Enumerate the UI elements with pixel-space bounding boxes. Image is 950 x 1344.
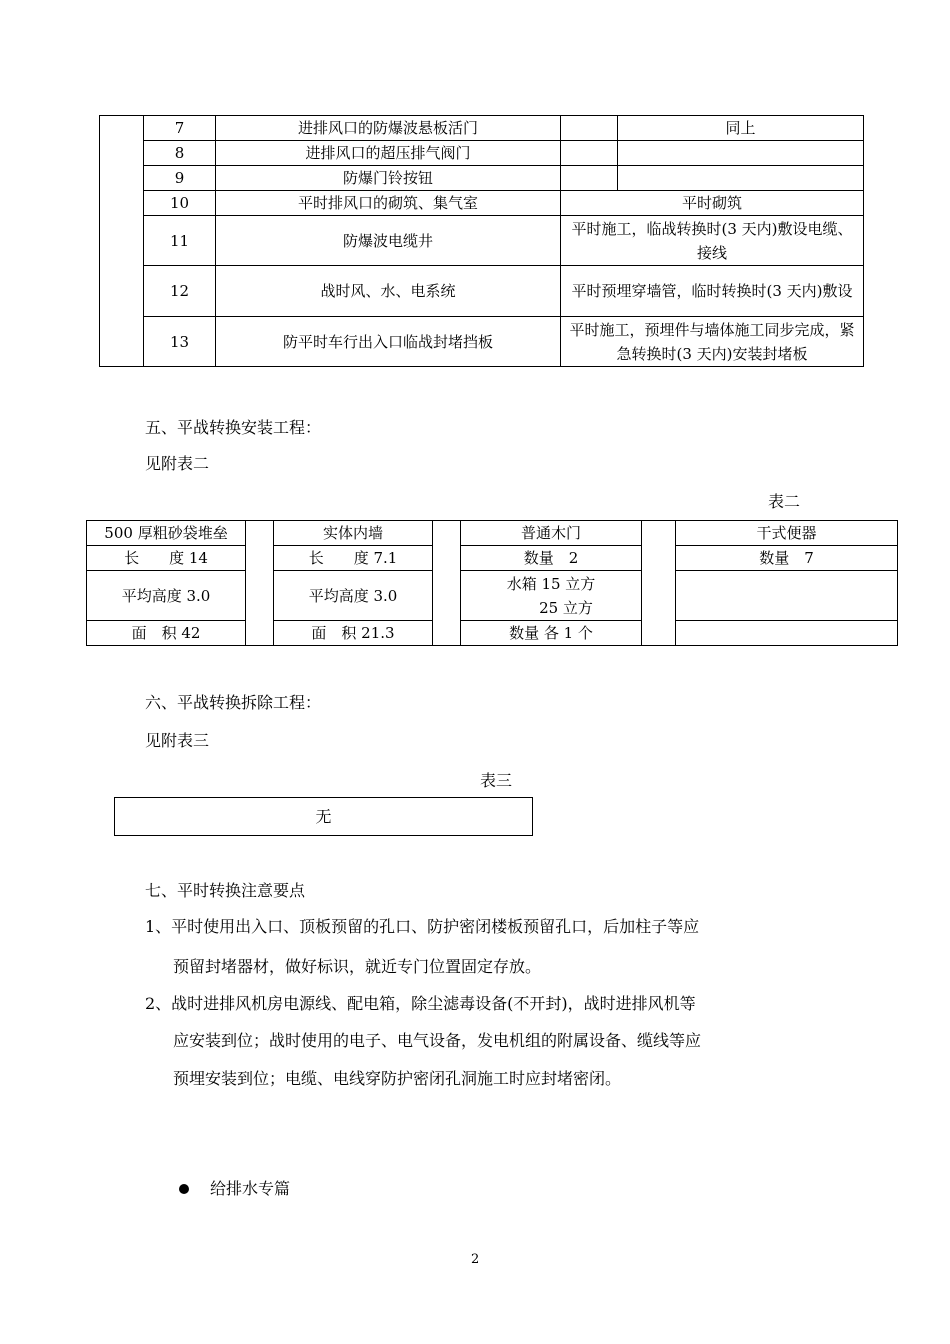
table-3-value: 无 <box>315 807 332 826</box>
note-cell <box>618 166 864 191</box>
blank-cell <box>561 141 618 166</box>
table-row <box>100 141 864 166</box>
value-cell <box>676 621 898 646</box>
section-5-reference: 见附表二 <box>145 454 210 473</box>
table-conversion-items <box>99 115 864 367</box>
table-row <box>100 191 864 216</box>
blank-cell <box>561 116 618 141</box>
bullet-icon <box>179 1184 189 1194</box>
section-7-item-2-line-1: 2、战时进排风机房电源线、配电箱，除尘滤毒设备(不开封)，战时进排风机等 <box>145 994 696 1013</box>
section-7-item-2-line-3: 预埋安装到位；电缆、电线穿防护密闭孔洞施工时应封堵密闭。 <box>173 1069 622 1088</box>
value-cell: 面 积 21.3 <box>274 621 433 646</box>
table-3-caption: 表三 <box>480 771 513 790</box>
table-row <box>100 216 864 266</box>
table-2-caption: 表二 <box>768 492 801 511</box>
row-number: 8 <box>144 141 216 166</box>
table-row <box>87 521 898 546</box>
item-name: 战时风、水、电系统 <box>216 266 561 317</box>
section-7-item-1-line-2: 预留封堵器材，做好标识，就近专门位置固定存放。 <box>173 957 542 976</box>
table-row <box>87 571 898 621</box>
section-6-reference: 见附表三 <box>145 731 210 750</box>
item-name: 进排风口的防爆波悬板活门 <box>216 116 561 141</box>
value-cell: 水箱 15 立方 25 立方 <box>461 571 642 621</box>
table-row <box>100 317 864 367</box>
section-7-heading: 七、平时转换注意要点 <box>145 881 306 900</box>
category-cell <box>100 116 144 367</box>
row-number: 11 <box>144 216 216 266</box>
row-number: 7 <box>144 116 216 141</box>
note-cell: 平时施工，预埋件与墙体施工同步完成，紧急转换时(3 天内)安装封堵板 <box>561 317 864 367</box>
section-5-heading: 五、平战转换安装工程： <box>145 418 322 437</box>
value-cell: 长 度 14 <box>87 546 246 571</box>
table-row <box>87 621 898 646</box>
table-row <box>100 166 864 191</box>
table-removal <box>114 797 533 836</box>
note-cell: 平时砌筑 <box>561 191 864 216</box>
value-cell <box>676 571 898 621</box>
table-row <box>87 546 898 571</box>
spacer-cell <box>642 521 676 646</box>
value-cell: 平均高度 3.0 <box>274 571 433 621</box>
section-7-item-2-line-2: 应安装到位；战时使用的电子、电气设备，发电机组的附属设备、缆线等应 <box>173 1031 702 1050</box>
header-cell: 干式便器 <box>676 521 898 546</box>
item-name: 防爆波电缆井 <box>216 216 561 266</box>
table-row <box>100 266 864 317</box>
value-cell: 数量 2 <box>461 546 642 571</box>
bullet-title: 给排水专篇 <box>210 1179 291 1198</box>
value-cell: 数量 7 <box>676 546 898 571</box>
row-number: 12 <box>144 266 216 317</box>
item-name: 进排风口的超压排气阀门 <box>216 141 561 166</box>
note-cell: 平时预埋穿墙管，临时转换时(3 天内)敷设 <box>561 266 864 317</box>
section-7-item-1-line-1: 1、平时使用出入口、顶板预留的孔口、防护密闭楼板预留孔口，后加柱子等应 <box>145 917 700 936</box>
item-name: 平时排风口的砌筑、集气室 <box>216 191 561 216</box>
table-installation <box>86 520 898 646</box>
header-cell: 实体内墙 <box>274 521 433 546</box>
item-name: 防平时车行出入口临战封堵挡板 <box>216 317 561 367</box>
note-cell <box>618 141 864 166</box>
item-name: 防爆门铃按钮 <box>216 166 561 191</box>
row-number: 9 <box>144 166 216 191</box>
row-number: 13 <box>144 317 216 367</box>
note-cell: 同上 <box>618 116 864 141</box>
note-cell: 平时施工，临战转换时(3 天内)敷设电缆、接线 <box>561 216 864 266</box>
value-cell: 数量 各 1 个 <box>461 621 642 646</box>
header-cell: 500 厚粗砂袋堆垒 <box>87 521 246 546</box>
page-number: 2 <box>471 1252 480 1267</box>
section-6-heading: 六、平战转换拆除工程： <box>145 693 322 712</box>
header-cell: 普通木门 <box>461 521 642 546</box>
blank-cell <box>561 166 618 191</box>
spacer-cell <box>433 521 461 646</box>
table-row <box>100 116 864 141</box>
row-number: 10 <box>144 191 216 216</box>
value-cell: 平均高度 3.0 <box>87 571 246 621</box>
spacer-cell <box>246 521 274 646</box>
value-cell: 长 度 7.1 <box>274 546 433 571</box>
value-cell: 面 积 42 <box>87 621 246 646</box>
